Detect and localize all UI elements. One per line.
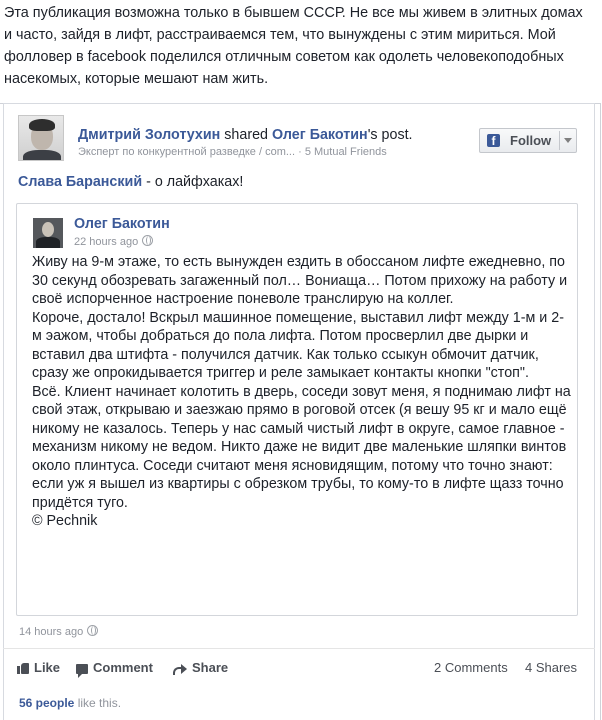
shared-author-name[interactable]: Олег Бакотин [74, 216, 170, 232]
intro-text: Эта публикация возможна только в бывшем СССР. Не все мы живем в элитных домах и часто, зайдя в лифт, расстраиваемся тем, что вынуждены с этим мириться. Мой фолловер в facebook поделился отличным советом как одолеть человекоподобных насекомых, которые мешают нам жить. [4, 5, 583, 87]
likes-suffix: like this. [74, 696, 122, 710]
shared-time-link[interactable]: 22 hours ago [74, 236, 139, 248]
author-avatar[interactable] [18, 115, 64, 161]
body-paragraph: Всё. Клиент начинает колотить в дверь, соседи зовут меня, я поднимаю лифт на свой этаж, открываю и заезжаю прямо в роговой отсек (я вешу 95 кг и мало ещё никому не казалось. Теперь у нас самый чистый лифт в округе, самое главное - механизм никому не ведом. Никто даже не видит две маленькие шляпки винтов около плинтуса. Соседи считают меня ясновидящим, потому что точно знают: если уж я вышел из квартиры с обрезком трубы, то кому-то в лифте щазз точно придётся туго. [32, 383, 571, 511]
body-paragraph: © Pechnik [32, 513, 98, 529]
body-paragraph: Живу на 9-м этаже, то есть вынужден ездить в обоссаном лифте ежедневно, по 30 секунд обозревать загаженный пол… Вониаща… Потом прихожу на работу и своё испорченное настроение поневоле транслирую на коллег. [32, 254, 568, 307]
like-icon [17, 662, 29, 674]
likes-count-link[interactable]: 56 people [19, 696, 75, 710]
like-label: Like [34, 660, 61, 675]
caption-text: - о лайфхаках! [142, 174, 244, 190]
share-button[interactable] [173, 660, 228, 675]
chevron-down-icon[interactable] [564, 138, 572, 143]
share-label: Share [192, 660, 229, 675]
author-name-link[interactable]: Дмитрий Золотухин [78, 127, 221, 143]
facebook-icon: f [487, 134, 500, 147]
comments-count[interactable]: 2 Comments [434, 660, 508, 675]
shared-post-time [74, 235, 153, 248]
post-time-link[interactable]: 14 hours ago [19, 626, 84, 638]
post-header [78, 127, 413, 143]
post-time [19, 625, 98, 638]
shared-from-link[interactable]: Олег Бакотин [271, 127, 368, 143]
globe-icon [87, 625, 98, 636]
post-caption [18, 174, 243, 190]
shared-word: shared [220, 127, 272, 143]
share-icon [173, 664, 187, 674]
author-subline: Эксперт по конкурентной разведке / com... · 5 Mutual Friends [78, 146, 387, 158]
comment-label: Comment [93, 660, 153, 675]
likes-summary [19, 696, 121, 710]
body-paragraph: Короче, достало! Вскрыл машинное помещение, выставил лифт между 1-м и 2-м эажом, чтобы добраться до пола лифта. Потом просверлил две дырки и вставил два штифта - получился датчик. Как только ссыкун обмочит датчик, сразу же опрокидывается триггер и реле замыкает контакты кнопки "стоп". [32, 309, 564, 381]
shares-count[interactable]: 4 Shares [525, 660, 578, 675]
shared-suffix: 's post. [367, 127, 413, 143]
follow-button[interactable] [479, 128, 577, 153]
caption-name-link[interactable]: Слава Баранский [18, 174, 143, 190]
shared-post-body [32, 253, 572, 531]
actions-divider [3, 648, 595, 649]
follow-label: Follow [510, 133, 552, 148]
actions-bar [0, 660, 602, 682]
comment-button[interactable] [76, 660, 153, 675]
like-button[interactable] [17, 660, 60, 675]
comment-icon [76, 664, 88, 674]
globe-icon [142, 235, 153, 246]
shared-author-avatar[interactable] [33, 218, 63, 248]
follow-separator [559, 131, 560, 150]
